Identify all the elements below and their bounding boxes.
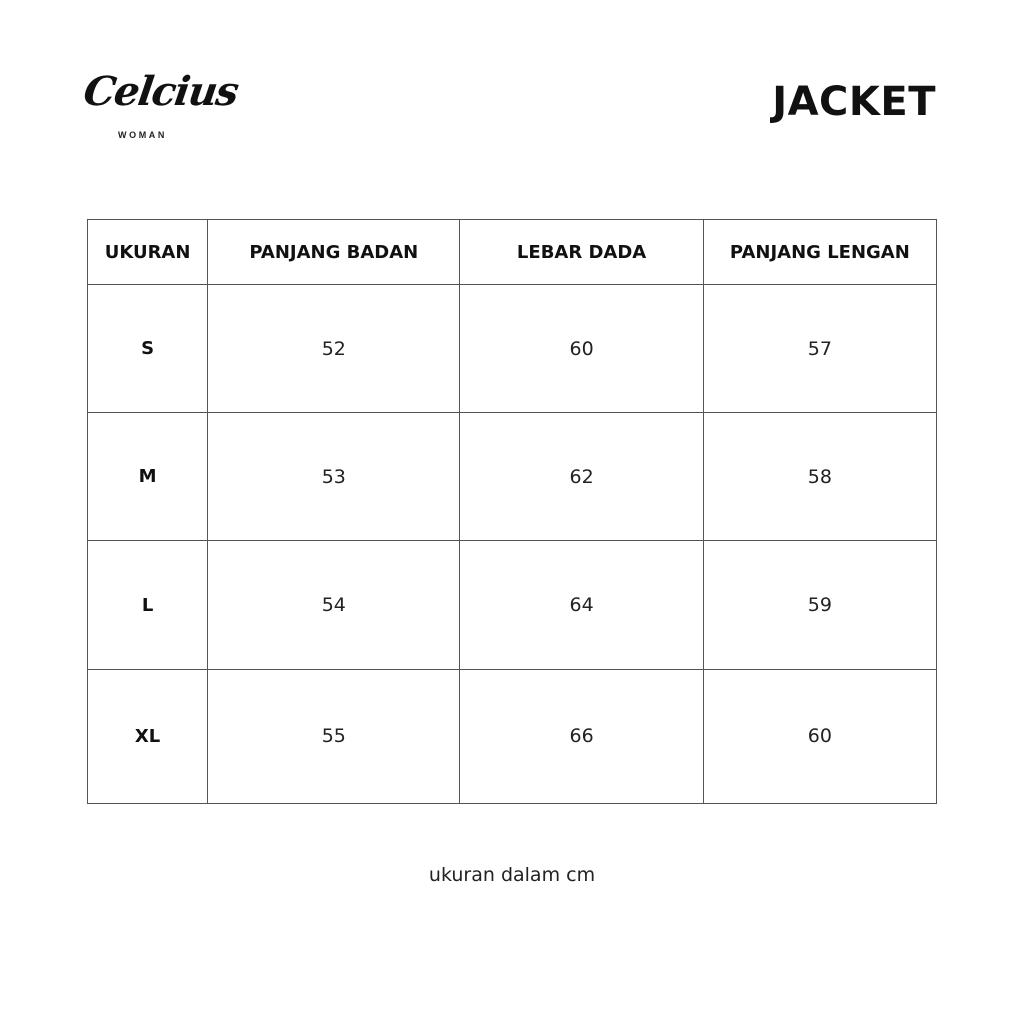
size-cell: XL bbox=[88, 669, 208, 803]
panjang-lengan-cell: 60 bbox=[703, 669, 936, 803]
table-row bbox=[88, 285, 937, 413]
panjang-lengan-cell: 59 bbox=[703, 541, 936, 669]
header-panjang-lengan: PANJANG LENGAN bbox=[703, 220, 936, 285]
unit-note: ukuran dalam cm bbox=[428, 864, 596, 886]
lebar-dada-cell: 66 bbox=[460, 669, 703, 803]
brand-logo-subtitle: WOMAN bbox=[118, 130, 167, 140]
size-cell: S bbox=[88, 285, 208, 413]
panjang-badan-cell: 55 bbox=[208, 669, 460, 803]
panjang-lengan-cell: 58 bbox=[703, 413, 936, 541]
brand-logo bbox=[80, 68, 241, 144]
size-chart-table bbox=[87, 219, 937, 804]
panjang-lengan-cell: 57 bbox=[703, 285, 936, 413]
header-panjang-badan: PANJANG BADAN bbox=[208, 220, 460, 285]
size-cell: M bbox=[88, 413, 208, 541]
header-lebar-dada: LEBAR DADA bbox=[460, 220, 703, 285]
brand-logo-script: Celcius bbox=[80, 68, 241, 115]
lebar-dada-cell: 64 bbox=[460, 541, 703, 669]
panjang-badan-cell: 54 bbox=[208, 541, 460, 669]
table-header-row bbox=[88, 220, 937, 285]
lebar-dada-cell: 62 bbox=[460, 413, 703, 541]
header-ukuran: UKURAN bbox=[88, 220, 208, 285]
lebar-dada-cell: 60 bbox=[460, 285, 703, 413]
page-title: JACKET bbox=[772, 79, 936, 125]
table-row bbox=[88, 669, 937, 803]
panjang-badan-cell: 53 bbox=[208, 413, 460, 541]
size-cell: L bbox=[88, 541, 208, 669]
table-row bbox=[88, 541, 937, 669]
panjang-badan-cell: 52 bbox=[208, 285, 460, 413]
table-row bbox=[88, 413, 937, 541]
